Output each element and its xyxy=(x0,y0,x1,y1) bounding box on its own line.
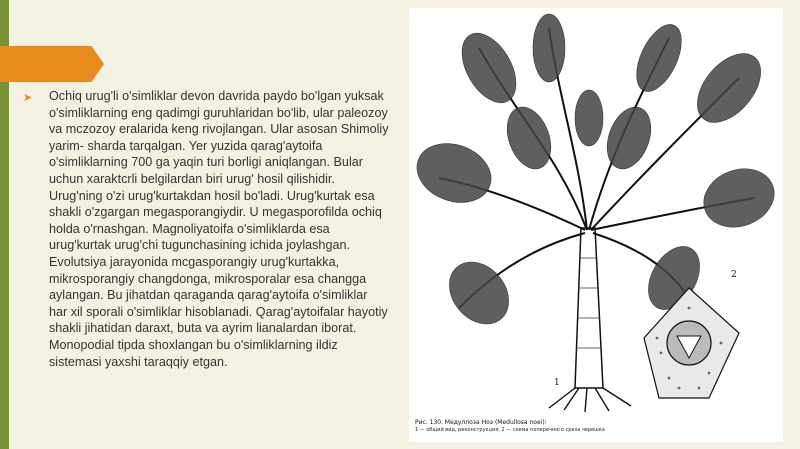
figure-label-1: 1 xyxy=(554,378,560,388)
medullosa-drawing xyxy=(409,8,783,418)
bullet-arrow-icon: ➤ xyxy=(23,92,33,104)
plant-illustration xyxy=(409,8,783,442)
title-tab-shape xyxy=(0,46,104,82)
figure-caption-sub: 1 — общий вид, реконструкция; 2 — схема поперечного среза черешка xyxy=(415,427,605,433)
body-paragraph: Ochiq urug'li o'simliklar devon davrida paydo bo'lgan yuksak o'simliklarning eng qadimgi guruhlaridan bo'lib, ular paleozoy va mczozoy eralarida keng rivojlangan. Ular asosan Shimoliy yarim- sharda tarqalgan. Yer yuzida qarag'aytoifa o'simliklarning 700 ga yaqin turi borligi aniqlangan. Bular uchun xaraktcrli belgilardan biri urug' hosil qilishidir. Urug'ning o'zi urug'kurtakdan hosil bo'ladi. Urug'kurtak esa shakli o'zgargan megasporangiydir. U megasporofilda ochiq holda o'rnashgan. Magnoliyatoifa o'simliklarda esa urug'kurtak urug'chi tugunchasining ichida joylashgan. Evolutsiya jarayonida mcgasporangiy urug'kurtakka, mikrosporangiy changdonga, mikrosporalar esa changga aylangan. Bu jihatdan qaraganda qarag'aytoifa o'simliklar har xil sporali o'simliklar hisoblanadi. Qarag'aytoifalar hayotiy shakli jihatidan daraxt, buta va ayrim lianalardan iborat. Monopodial tipda shoxlangan bu o'simliklarning ildiz sistemasi yaxshi taraqqiy etgan. xyxy=(49,89,389,369)
figure-label-2: 2 xyxy=(731,270,737,280)
figure-caption: Рис. 130. Медуллоза Ноэ (Medullosa noei): xyxy=(415,419,547,426)
